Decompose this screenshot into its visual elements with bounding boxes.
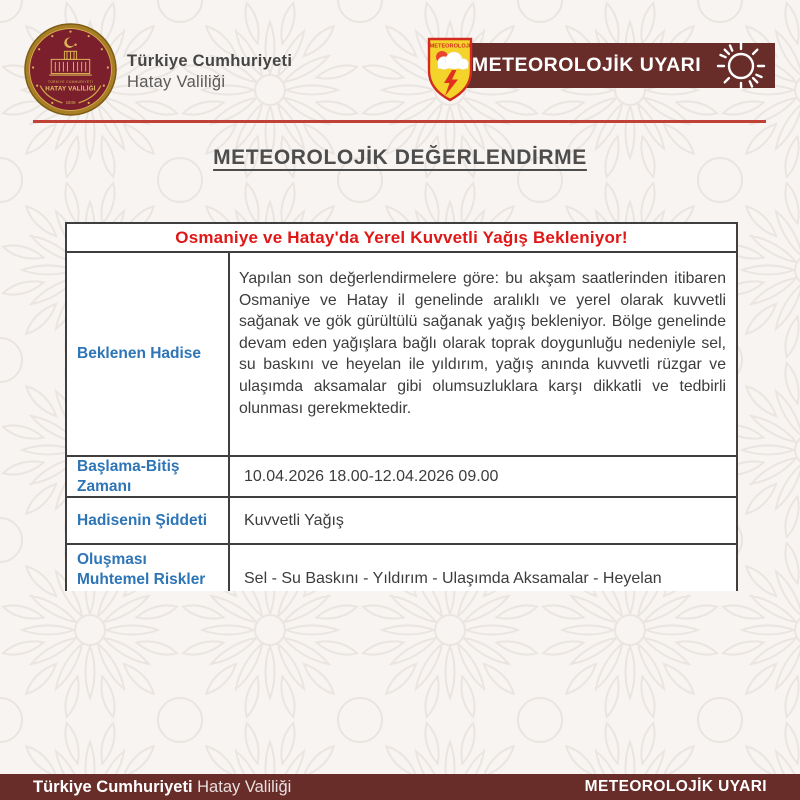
sun-icon bbox=[714, 39, 768, 93]
table-row bbox=[67, 457, 736, 498]
warning-banner bbox=[450, 43, 775, 88]
table-headline: Osmaniye ve Hatay'da Yerel Kuvvetli Yağış Bekleniyor! bbox=[67, 224, 736, 253]
row-value-start-end-time: 10.04.2026 18.00-12.04.2026 09.00 bbox=[244, 468, 499, 485]
emblem-top-text: TÜRKİYE CUMHURİYETİ bbox=[47, 80, 94, 85]
row-value-possible-risks: Sel - Su Baskını - Yıldırım - Ulaşımda Aksamalar - Heyelan bbox=[244, 570, 662, 587]
table-row bbox=[67, 498, 736, 545]
organisation-name bbox=[127, 51, 292, 93]
row-value-expected-event: Yapılan son değerlendirmelere göre: bu akşam saatlerinden itibaren Osmaniye ve Hatay il genelinde aralıklı ve yerel olarak kuvvetli sağanak ve gök gürültülü sağanak yağış bekleniyor. Bölge genelinde devam eden yağışlara bağlı olarak toprak doygunluğu nedeniyle sel, su baskını ve heyelan ile yıldırım, yağış anında kuvvetli rüzgar ve ulaşımda aksamalar gibi olumsuzluklara karşı dikkatli ve tedbirli olunması gerekmektedir. bbox=[239, 270, 726, 417]
warning-table bbox=[65, 222, 738, 591]
row-label-expected-event: Beklenen Hadise bbox=[67, 253, 230, 455]
page-title: METEOROLOJİK DEĞERLENDİRME bbox=[213, 146, 587, 169]
row-label-start-end-time: Başlama-Bitiş Zamanı bbox=[67, 457, 230, 497]
header-divider bbox=[33, 120, 766, 123]
footer-warning-label: METEOROLOJİK UYARI bbox=[584, 778, 767, 795]
row-value-severity: Kuvvetli Yağış bbox=[244, 511, 344, 529]
table-row bbox=[67, 253, 736, 457]
row-label-possible-risks: Oluşması Muhtemel Riskler bbox=[67, 545, 230, 591]
banner-label: METEOROLOJİK UYARI bbox=[471, 54, 702, 76]
header bbox=[0, 0, 800, 124]
shield-label: METEOROLOJI bbox=[429, 43, 471, 50]
meteorology-shield-icon bbox=[427, 36, 473, 102]
hatay-governorship-emblem-icon bbox=[24, 23, 117, 116]
footer-bar bbox=[0, 774, 800, 800]
table-row bbox=[67, 545, 736, 591]
footer-org-bold: Türkiye Cumhuriyeti bbox=[33, 777, 193, 796]
org-title: Türkiye Cumhuriyeti bbox=[127, 52, 293, 70]
row-label-severity: Hadisenin Şiddeti bbox=[67, 498, 230, 543]
org-subtitle: Hatay Valiliği bbox=[127, 73, 226, 91]
emblem-name-text: HATAY VALİLİĞİ bbox=[45, 85, 96, 93]
footer-org-regular: Hatay Valiliği bbox=[197, 777, 292, 796]
emblem-year-text: 1939 bbox=[65, 99, 76, 105]
footer-org-name bbox=[33, 778, 291, 797]
